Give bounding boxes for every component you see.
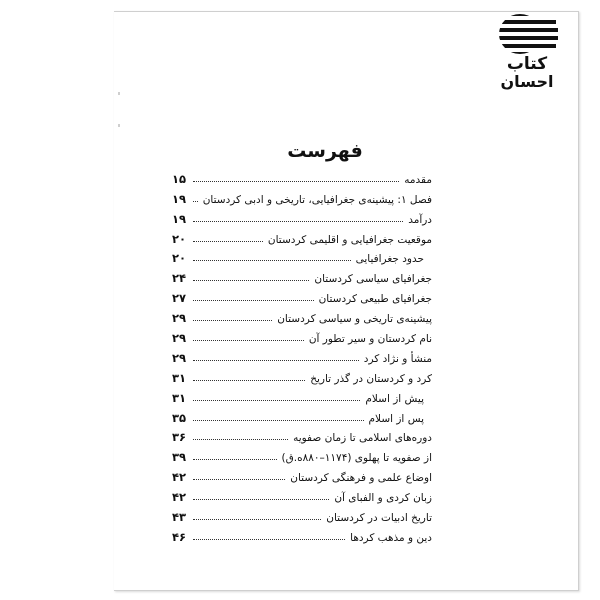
- toc-entry: [172, 524, 432, 544]
- toc-entry-title: موقعیت جغرافیایی و اقلیمی کردستان: [267, 233, 432, 246]
- toc-entry-page: ۳۱: [172, 370, 187, 385]
- toc-entry-title: منشأ و نژاد کرد: [363, 352, 432, 365]
- toc-entry-title: پس از اسلام: [368, 412, 424, 425]
- dot-leader: [193, 379, 305, 381]
- dot-leader: [193, 339, 304, 341]
- toc-entry: [172, 186, 432, 206]
- toc-entry-page: ۳۱: [172, 390, 187, 405]
- toc-entry: [172, 305, 432, 325]
- toc-entry: [172, 166, 432, 186]
- logo-text-line2: احسان: [500, 72, 554, 91]
- toc-entry-page: ۴۲: [172, 470, 187, 485]
- toc-entry: [172, 504, 432, 524]
- page-mark: [118, 92, 120, 95]
- dot-leader: [193, 498, 329, 500]
- dot-leader: [193, 200, 198, 202]
- toc-entry-page: ۱۵: [172, 171, 187, 186]
- toc-entry-page: ۱۹: [172, 211, 187, 226]
- page-mark: [118, 124, 120, 127]
- toc-entry-title: زبان کردی و الفبای آن: [334, 492, 432, 505]
- toc-entry: [172, 365, 432, 385]
- toc-entry: [172, 246, 432, 266]
- dot-leader: [193, 458, 277, 460]
- dot-leader: [193, 399, 360, 401]
- toc-entry-title: حدود جغرافیایی: [355, 253, 424, 266]
- toc-entry: [172, 444, 432, 464]
- toc-entry-title: تاریخ ادبیات در کردستان: [326, 512, 432, 525]
- toc-entry-page: ۲۰: [172, 231, 187, 246]
- toc-entry: [172, 285, 432, 305]
- dot-leader: [193, 279, 309, 281]
- toc-entry-page: ۳۵: [172, 410, 187, 425]
- toc-entry-page: ۴۶: [172, 529, 187, 544]
- toc-title: فهرست: [287, 140, 363, 162]
- toc-entry: [172, 484, 432, 504]
- toc-entry-page: ۲۴: [172, 271, 187, 286]
- toc-entry-title: پیش از اسلام: [365, 392, 424, 405]
- dot-leader: [193, 240, 263, 242]
- toc-entry: [172, 265, 432, 285]
- toc-entry-title: پیشینه‌ی تاریخی و سیاسی کردستان: [277, 313, 432, 326]
- toc-entry: [172, 464, 432, 484]
- toc-entry: [172, 345, 432, 365]
- toc-entry-page: ۱۹: [172, 191, 187, 206]
- toc-entry: [172, 206, 432, 226]
- toc-entry: [172, 425, 432, 445]
- toc-entry-title: دین و مذهب کردها: [350, 531, 432, 544]
- toc-entry: [172, 385, 432, 405]
- toc-entry-title: کرد و کردستان در گذر تاریخ: [310, 372, 432, 385]
- toc-entry-title: جغرافیای طبیعی کردستان: [318, 293, 432, 306]
- toc-entry: [172, 405, 432, 425]
- dot-leader: [193, 419, 364, 421]
- dot-leader: [193, 538, 345, 540]
- toc-entry-title: از صفویه تا پهلوی (۱۱۷۴–۸۸۰ه.ق): [281, 452, 432, 465]
- dot-leader: [193, 359, 359, 361]
- toc-entry-page: ۴۲: [172, 490, 187, 505]
- toc-entry-page: ۳۶: [172, 430, 187, 445]
- toc-entry-title: نام کردستان و سیر تطور آن: [308, 333, 432, 346]
- toc-entry-page: ۴۳: [172, 510, 187, 525]
- dot-leader: [193, 299, 314, 301]
- logo-text-line1: کتاب: [506, 54, 548, 74]
- toc-entry-page: ۲۹: [172, 350, 187, 365]
- toc-entry-title: جغرافیای سیاسی کردستان: [314, 273, 432, 286]
- dot-leader: [193, 518, 321, 520]
- book-stack-icon: [490, 8, 564, 56]
- dot-leader: [193, 438, 288, 440]
- dot-leader: [193, 478, 285, 480]
- toc-entry-title: مقدمه: [404, 173, 432, 186]
- publisher-logo: [490, 8, 564, 96]
- toc-entry-page: ۳۹: [172, 450, 187, 465]
- toc-entry-title: اوضاع علمی و فرهنگی کردستان: [290, 472, 432, 485]
- toc-list: [172, 166, 432, 544]
- toc-entry-title: فصل ۱: پیشینه‌ی جغرافیایی، تاریخی و ادبی کردستان: [202, 193, 432, 206]
- toc-entry: [172, 325, 432, 345]
- dot-leader: [193, 220, 403, 222]
- dot-leader: [193, 319, 272, 321]
- toc-entry-page: ۲۰: [172, 251, 187, 266]
- toc-entry-page: ۲۹: [172, 331, 187, 346]
- dot-leader: [193, 259, 351, 261]
- dot-leader: [193, 180, 399, 182]
- toc-entry-page: ۲۷: [172, 291, 187, 306]
- toc-entry-page: ۲۹: [172, 311, 187, 326]
- toc-entry-title: دوره‌های اسلامی تا زمان صفویه: [293, 432, 432, 445]
- toc-entry: [172, 226, 432, 246]
- toc-entry-title: درآمد: [408, 213, 432, 226]
